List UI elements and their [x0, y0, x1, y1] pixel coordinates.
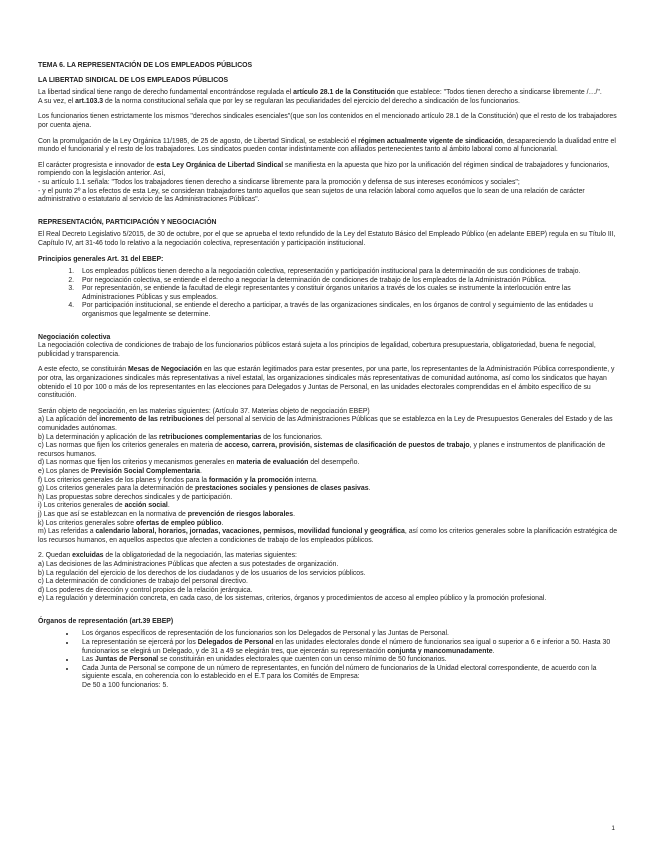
section-heading-negociacion: Negociación colectiva: [38, 333, 111, 341]
paragraph: A este efecto, se constituirán Mesas de Negociación en las que estarán legitimados para estar presentes, por una parte, los representantes de la Administración Pública correspondiente, y por otra, las organizaciones sindicales más representativas a nivel estatal, las organizaciones sindicales más representativas de comunidad autónoma, así como los sindicatos que hayan obtenido el 10 por 100 o más de los representantes en las elecciones para Delegados y Juntas de Personal, en las unidades electorales comprendidas en el ámbito específico de su constitución.: [38, 366, 615, 400]
list-item: h) Las propuestas sobre derechos sindicales y de participación.: [38, 493, 233, 501]
list-item: c) Las normas que fijen los criterios generales en materia de acceso, carrera, provisión, sistemas de clasificación de puestos de trabajo, y planes e instrumentos de planificación de recursos humanos.: [38, 442, 606, 458]
list-item: • Las Juntas de Personal se constituirán en unidades electorales que cuenten con un censo mínimo de 50 funcionarios.: [76, 656, 618, 665]
paragraph: El Real Decreto Legislativo 5/2015, de 30 de octubre, por el que se aprueba el texto refundido de la Ley del Estatuto Básico del Empleado Público (en adelante EBEP) regula en su Título III, Capítulo IV, art 31-46 todo lo relativo a la negociación colectiva, representación y participación institucional.: [38, 231, 616, 247]
list-item: 4. Por participación institucional, se entiende el derecho a participar, a través de las organizaciones sindicales, en los órganos de control y seguimiento de las entidades u organismos que legalmente se determine.: [76, 302, 618, 319]
list-item: a) La aplicación del incremento de las retribuciones del personal al servicio de las Administraciones Públicas que se establezca en la Ley de Presupuestos Generales del Estado y de las comunidades autónomas.: [38, 416, 613, 432]
section-heading-libertad-sindical: LA LIBERTAD SINDICAL DE LOS EMPLEADOS PÚBLICOS: [38, 76, 229, 84]
paragraph: Los funcionarios tienen estrictamente los mismos "derechos sindicales esenciales"(que son los contenidos en el mencionado artículo 28.1 de la Constitución) que el resto de los trabajadores por cuenta ajena.: [38, 113, 617, 129]
list-item: k) Los criterios generales sobre ofertas de empleo público.: [38, 519, 224, 527]
list-item: g) Los criterios generales para la determinación de prestaciones sociales y pensiones de clases pasivas.: [38, 485, 371, 493]
paragraph: La negociación colectiva de condiciones de trabajo de los funcionarios públicos estará sujeta a los principios de legalidad, cobertura presupuestaria, obligatoriedad, buena fe negocial, publicidad y transparencia.: [38, 342, 596, 358]
list-item: b) La regulación del ejercicio de los derechos de los ciudadanos y de los usuarios de los servicios públicos.: [38, 569, 366, 577]
document-title: TEMA 6. LA REPRESENTACIÓN DE LOS EMPLEADOS PÚBLICOS: [38, 62, 253, 69]
document-page: [38, 62, 618, 691]
paragraph: Con la promulgación de la Ley Orgánica 11/1985, de 25 de agosto, de Libertad Sindical, se estableció el régimen actualmente vigente de sindicación, desapareciendo la dualidad entre el mundo el funcionarial y el resto de los trabajadores. Los sindicatos pueden contar indistintamente con afiliados pertenecientes tanto al ámbito laboral como al funcionarial.: [38, 137, 616, 154]
list-item: d) Las normas que fijen los criterios y mecanismos generales en materia de evaluación del desempeño.: [38, 459, 360, 467]
list-item: 3. Por representación, se entiende la facultad de elegir representantes y constituir órganos unitarios a través de los cuales se instrumente la interlocución entre las Administraciones Públicas y sus empleados.: [76, 285, 618, 302]
paragraph: Serán objeto de negociación, en las materias siguientes: (Artículo 37. Materias objeto de negociación EBEP): [38, 407, 370, 415]
list-item: 1. Los empleados públicos tienen derecho a la negociación colectiva, representación y participación institucional para la determinación de sus condiciones de trabajo.: [76, 268, 618, 277]
principles-heading: Principios generales Art. 31 del EBEP:: [38, 255, 164, 263]
list-item: e) Los planes de Previsión Social Complementaria.: [38, 467, 202, 475]
list-item: • La representación se ejercerá por los Delegados de Personal en las unidades electorales donde el número de funcionarios sea igual o superior a 6 e inferior a 50. Hasta 30 funcionarios se elegirá un Delegado, y de 31 a 49 se elegirán tres, que ejercerán su representación conjunta y mancomunadamente.: [76, 639, 618, 656]
paragraph: La libertad sindical tiene rango de derecho fundamental encontrándose regulada el artículo 28.1 de la Constitución que establece: "Todos tienen derecho a sindicarse libremente /…/".: [38, 89, 602, 97]
list-item: • Cada Junta de Personal se compone de un número de representantes, en función del número de funcionarios de la Unidad electoral correspondiente, de acuerdo con la siguiente escala, en coherencia con lo establecido en el E.T para los Comités de Empresa: De 50 a 100 funcionarios: 5.: [76, 665, 618, 691]
list-item: j) Las que así se establezcan en la normativa de prevención de riesgos laborales.: [38, 510, 296, 518]
list-item: b) La determinación y aplicación de las retribuciones complementarias de los funcionarios.: [38, 433, 323, 441]
paragraph: 2. Quedan excluidas de la obligatoriedad de la negociación, las materias siguientes:: [38, 552, 297, 560]
page-number: 1: [611, 825, 615, 832]
paragraph: - su artículo 1.1 señala: "Todos los trabajadores tienen derecho a sindicarse libremente para la promoción y defensa de sus intereses económicos y sociales";: [38, 178, 520, 186]
list-item: a) Las decisiones de las Administraciones Públicas que afecten a sus potestades de organización.: [38, 560, 339, 568]
section-heading-organos: Órganos de representación (art.39 EBEP): [38, 617, 174, 625]
paragraph: El carácter progresista e innovador de esta Ley Orgánica de Libertad Sindical se manifiesta en la apuesta que hizo por la unificación del régimen sindical de trabajadores y funcionarios, rompiendo con la legislación anterior. Así,: [38, 161, 610, 178]
organos-list: [38, 630, 618, 690]
section-heading-representacion: REPRESENTACIÓN, PARTICIPACIÓN Y NEGOCIACIÓN: [38, 218, 217, 226]
list-item: i) Los criterios generales de acción social.: [38, 502, 170, 510]
paragraph: A su vez, el art.103.3 de la norma constitucional señala que por ley se regularan las peculiaridades del ejercicio del derecho a sindicación de los funcionarios.: [38, 97, 520, 105]
list-item: e) La regulación y determinación concreta, en cada caso, de los sistemas, criterios, órganos y procedimientos de acceso al empleo público y la promoción profesional.: [38, 595, 547, 603]
paragraph: - y el punto 2º a los efectos de esta Ley, se consideran trabajadores tanto aquellos que sean sujetos de una relación laboral como aquellos que lo sean de una relación de carácter administrativo o estatutario al servicio de las Administraciones Públicas".: [38, 187, 585, 204]
list-item: 2. Por negociación colectiva, se entiende el derecho a negociar la determinación de condiciones de trabajo de los empleados de la Administración Pública.: [76, 277, 618, 286]
list-item: m) Las referidas a calendario laboral, horarios, jornadas, vacaciones, permisos, movilidad funcional y geográfica, así como los criterios generales sobre la planificación estratégica de los recursos humanos, en aquellos aspectos que afecten a condiciones de trabajo de los empleados públicos.: [38, 528, 618, 544]
list-item: d) Los poderes de dirección y control propios de la relación jerárquica.: [38, 586, 253, 594]
list-item: c) La determinación de condiciones de trabajo del personal directivo.: [38, 578, 248, 586]
list-item: f) Los criterios generales de los planes y fondos para la formación y la promoción interna.: [38, 476, 318, 484]
list-item: • Los órganos específicos de representación de los funcionarios son los Delegados de Personal y las Juntas de Personal.: [76, 630, 618, 639]
principles-list: [38, 268, 618, 320]
